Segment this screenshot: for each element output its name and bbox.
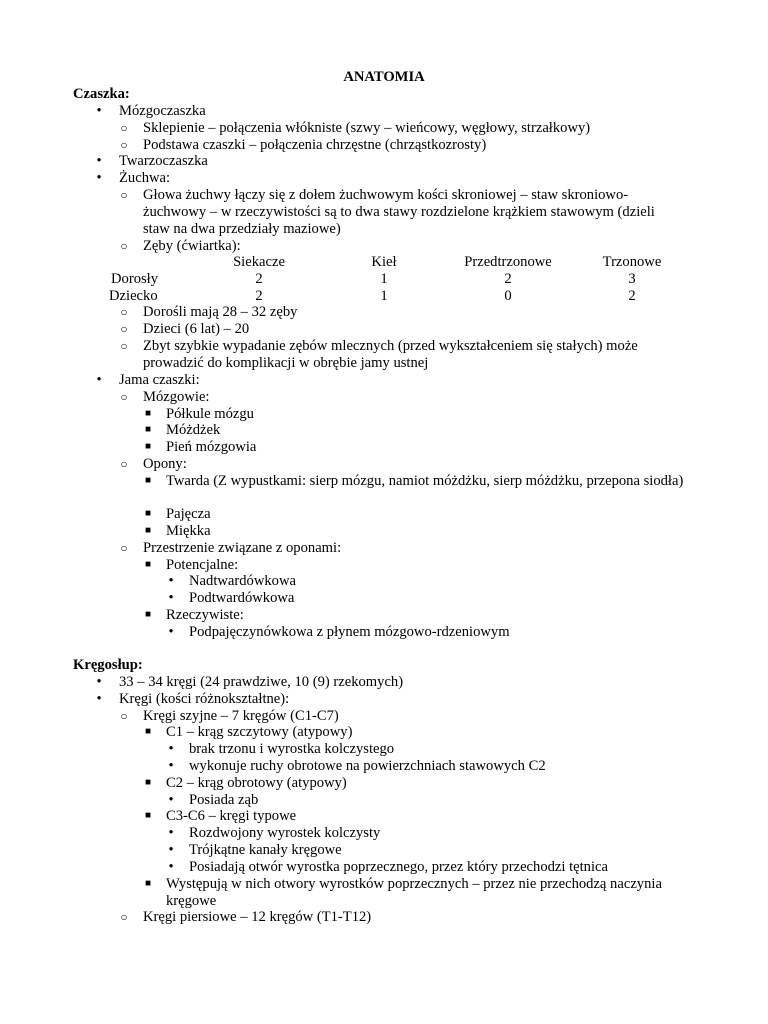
bullet-circle: ○ — [120, 390, 128, 404]
list-item: Rozdwojony wyrostek kolczysty — [189, 825, 381, 841]
bullet-square: ■ — [144, 475, 152, 486]
bullet-disc: • — [168, 573, 174, 589]
list-item: Podtwardówkowa — [189, 590, 295, 606]
bullet-disc: • — [96, 372, 102, 388]
bullet-disc: • — [168, 792, 174, 808]
list-item: Twarda (Z wypustkami: sierp mózgu, namiot móżdżku, sierp móżdżku, przepona siodła) — [166, 473, 684, 489]
list-item: Trójkątne kanały kręgowe — [189, 842, 342, 858]
list-item: Opony: — [143, 456, 187, 472]
bullet-square: ■ — [144, 726, 152, 737]
list-item: C3-C6 – kręgi typowe — [166, 808, 297, 824]
list-item: Zbyt szybkie wypadanie zębów mlecznych (przed wykształceniem się stałych) może prowadzić do komplikacji w obrębie jamy ustnej — [143, 338, 638, 371]
list-item: Móżdżek — [166, 422, 221, 438]
bullet-circle: ○ — [120, 121, 128, 135]
bullet-circle: ○ — [120, 305, 128, 319]
list-item: Kręgi szyjne – 7 kręgów (C1-C7) — [143, 708, 339, 724]
list-item: Występują w nich otwory wyrostków poprzecznych – przez nie przechodzą naczynia kręgowe — [166, 876, 662, 909]
bullet-circle: ○ — [120, 188, 128, 202]
list-item: Żuchwa: — [119, 170, 171, 186]
bullet-square: ■ — [144, 878, 152, 889]
table-cell: 2 — [504, 271, 512, 287]
bullet-square: ■ — [144, 508, 152, 519]
list-item: 33 – 34 kręgi (24 prawdziwe, 10 (9) rzekomych) — [119, 674, 404, 690]
bullet-square: ■ — [144, 525, 152, 536]
list-item: Kręgi (kości różnokształtne): — [119, 691, 290, 707]
table-cell: 2 — [628, 288, 636, 304]
table-header: Przedtrzonowe — [464, 254, 552, 270]
bullet-circle: ○ — [120, 457, 128, 471]
list-item: Przestrzenie związane z oponami: — [143, 540, 342, 556]
bullet-disc: • — [168, 825, 174, 841]
table-header: Trzonowe — [602, 254, 662, 270]
list-item: Sklepienie – połączenia włókniste (szwy – wieńcowy, węgłowy, strzałkowy) — [143, 120, 591, 136]
bullet-disc: • — [168, 590, 174, 606]
bullet-square: ■ — [144, 424, 152, 435]
table-cell: 2 — [255, 271, 263, 287]
list-item: brak trzonu i wyrostka kolczystego — [189, 741, 395, 757]
list-item: wykonuje ruchy obrotowe na powierzchniach stawowych C2 — [189, 758, 546, 774]
list-item: Nadtwardówkowa — [189, 573, 296, 589]
list-item: Dorośli mają 28 – 32 zęby — [143, 304, 298, 320]
list-item: Głowa żuchwy łączy się z dołem żuchwowym kości skroniowej – staw skroniowo-żuchwowy – w rzeczywistości są to dwa stawy rozdzielone krążkiem stawowym (dzieli staw na dwa przedziały maziowe) — [143, 187, 655, 237]
list-item: C1 – krąg szczytowy (atypowy) — [166, 724, 353, 740]
list-item: Rzeczywiste: — [166, 607, 244, 623]
table-header: Siekacze — [233, 254, 285, 270]
table-cell: 0 — [504, 288, 512, 304]
bullet-disc: • — [168, 624, 174, 640]
bullet-square: ■ — [144, 559, 152, 570]
list-item: Jama czaszki: — [119, 372, 200, 388]
bullet-square: ■ — [144, 609, 152, 620]
bullet-circle: ○ — [120, 910, 128, 924]
list-item: C2 – krąg obrotowy (atypowy) — [166, 775, 347, 791]
bullet-square: ■ — [144, 408, 152, 419]
list-item: Kręgi piersiowe – 12 kręgów (T1-T12) — [143, 909, 372, 925]
list-item: Podstawa czaszki – połączenia chrzęstne (chrząstkozrosty) — [143, 137, 487, 153]
bullet-circle: ○ — [120, 541, 128, 555]
list-item: Półkule mózgu — [166, 406, 254, 422]
bullet-square: ■ — [144, 810, 152, 821]
bullet-disc: • — [168, 758, 174, 774]
list-item: Pień mózgowia — [166, 439, 257, 455]
list-item: Twarzoczaszka — [119, 153, 208, 169]
list-item: Posiadają otwór wyrostka poprzecznego, przez który przechodzi tętnica — [189, 859, 608, 875]
bullet-disc: • — [96, 153, 102, 169]
bullet-circle: ○ — [120, 322, 128, 336]
bullet-disc: • — [96, 674, 102, 690]
table-cell: 1 — [380, 271, 388, 287]
list-item: Mózgowie: — [143, 389, 210, 405]
bullet-disc: • — [168, 859, 174, 875]
list-item: Zęby (ćwiartka): — [143, 238, 241, 254]
list-item: Dzieci (6 lat) – 20 — [143, 321, 250, 337]
bullet-circle: ○ — [120, 138, 128, 152]
list-item: Mózgoczaszka — [119, 103, 206, 119]
list-item: Miękka — [166, 523, 211, 539]
bullet-disc: • — [168, 842, 174, 858]
list-item: Potencjalne: — [166, 557, 239, 573]
bullet-circle: ○ — [120, 239, 128, 253]
section-heading-kregoslup: Kręgosłup: — [73, 657, 143, 673]
section-heading-czaszka: Czaszka: — [73, 86, 130, 102]
table-row-label: Dorosły — [111, 271, 159, 287]
table-cell: 3 — [628, 271, 636, 287]
list-item: Posiada ząb — [189, 792, 259, 808]
bullet-square: ■ — [144, 441, 152, 452]
bullet-circle: ○ — [120, 339, 128, 353]
list-item: Pajęcza — [166, 506, 211, 522]
table-cell: 1 — [380, 288, 388, 304]
table-cell: 2 — [255, 288, 263, 304]
page-title: ANATOMIA — [343, 69, 425, 85]
table-row-label: Dziecko — [109, 288, 158, 304]
bullet-disc: • — [168, 741, 174, 757]
bullet-circle: ○ — [120, 709, 128, 723]
table-header: Kieł — [371, 254, 397, 270]
bullet-disc: • — [96, 170, 102, 186]
list-item: Podpajęczynówkowa z płynem mózgowo-rdzeniowym — [189, 624, 510, 640]
bullet-disc: • — [96, 103, 102, 119]
bullet-disc: • — [96, 691, 102, 707]
bullet-square: ■ — [144, 777, 152, 788]
